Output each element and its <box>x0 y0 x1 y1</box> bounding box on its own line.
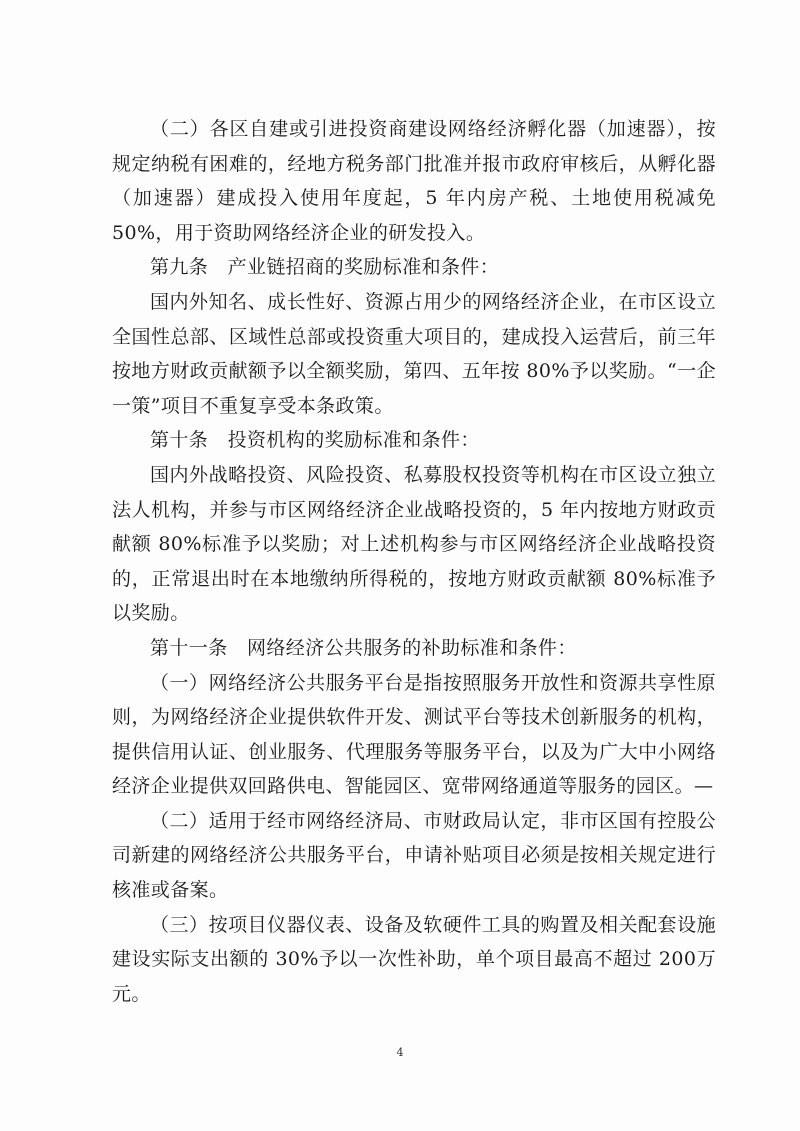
article-9-heading: 第九条 产业链招商的奖励标准和条件： <box>150 256 500 279</box>
article-11-item-3: （三）按项目仪器仪表、设备及软硬件工具的购置及相关配套设施建设实际支出额的 30%予以一次性补助，单个项目最高不超过 200万元。 <box>112 913 716 1005</box>
article-10-body: 国内外战略投资、风险投资、私募股权投资等机构在市区设立独立法人机构，并参与市区网络经济企业战略投资的，5 年内按地方财政贡献额 80%标准予以奖励；对上述机构参与市区网络经济企业战略投资的，正常退出时在本地缴纳所得税的，按地方财政贡献额 80%标准予以奖励。 <box>112 463 716 625</box>
paragraph-incubator-tax: （二）各区自建或引进投资商建设网络经济孵化器（加速器），按规定纳税有困难的，经地方税务部门批准并报市政府审核后，从孵化器（加速器）建成投入使用年度起，5 年内房产税、土地使用税减免50%，用于资助网络经济企业的研发投入。 <box>112 118 716 244</box>
article-11-item-1: （一）网络经济公共服务平台是指按照服务开放性和资源共享性原则，为网络经济企业提供软件开发、测试平台等技术创新服务的机构，提供信用认证、创业服务、代理服务等服务平台，以及为广大中小网络经济企业提供双回路供电、智能园区、宽带网络通道等服务的园区。— <box>112 671 716 798</box>
page-number: 4 <box>396 1046 404 1059</box>
article-11-heading: 第十一条 网络经济公共服务的补助标准和条件： <box>150 636 577 659</box>
article-9-body: 国内外知名、成长性好、资源占用少的网络经济企业，在市区设立全国性总部、区域性总部或投资重大项目的，建成投入运营后，前三年按地方财政贡献额予以全额奖励，第四、五年按 80%予以奖励。“一企一策”项目不重复享受本条政策。 <box>112 290 716 417</box>
article-11-item-2: （二）适用于经市网络经济局、市财政局认定，非市区国有控股公司新建的网络经济公共服务平台，申请补贴项目必须是按相关规定进行核准或备案。 <box>112 809 716 902</box>
article-10-heading: 第十条 投资机构的奖励标准和条件： <box>150 429 480 452</box>
document-body <box>112 112 716 1011</box>
